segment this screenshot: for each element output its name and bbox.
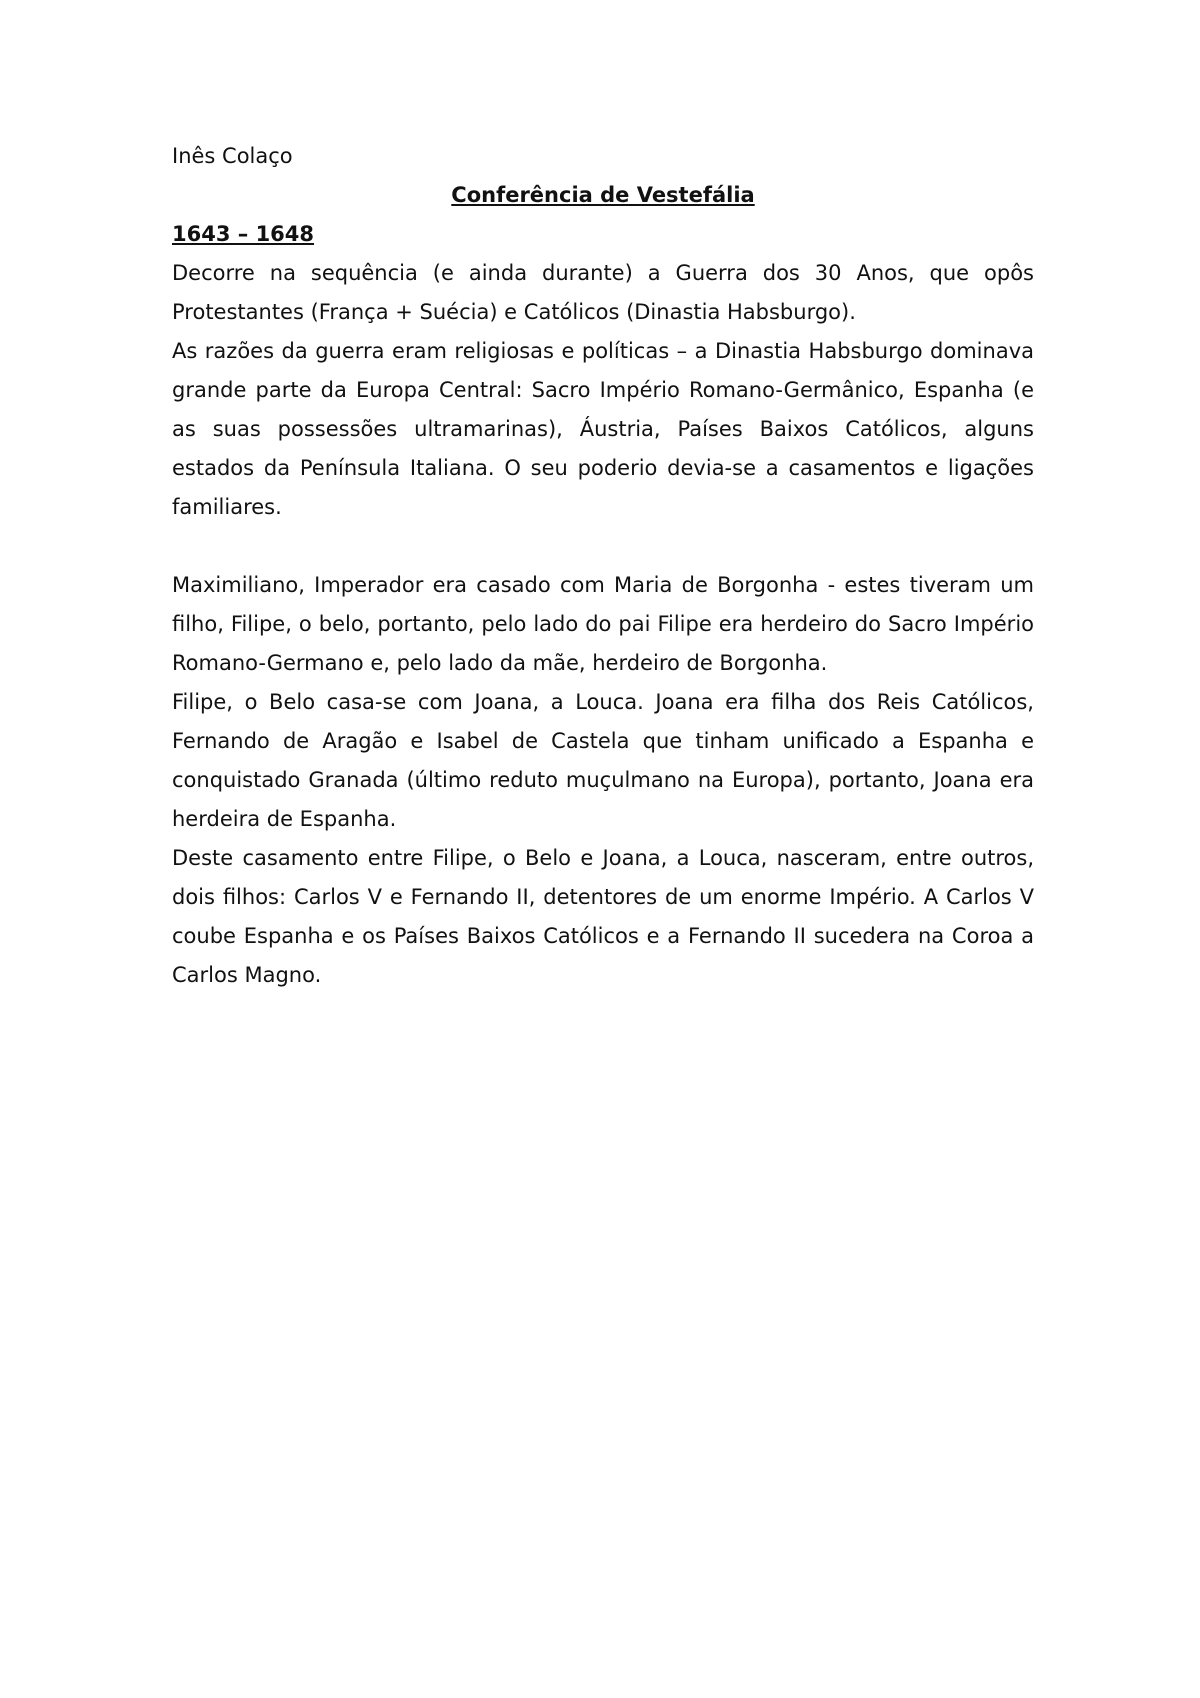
- paragraph: Decorre na sequência (e ainda durante) a Guerra dos 30 Anos, que opôs Protestantes (França + Suécia) e Católicos (Dinastia Habsburgo).: [172, 261, 1034, 324]
- document-title: Conferência de Vestefália: [451, 183, 755, 207]
- author-name: Inês Colaço: [172, 144, 293, 168]
- paragraph: As razões da guerra eram religiosas e políticas – a Dinastia Habsburgo dominava grande parte da Europa Central: Sacro Império Romano-Germânico, Espanha (e as suas possessões ultramarinas), Áustria, Países Baixos Católicos, alguns estados da Península Italiana. O seu poderio devia-se a casamentos e ligações familiares.: [172, 339, 1034, 519]
- paragraph-spacer: [172, 527, 1034, 566]
- paragraph: Filipe, o Belo casa-se com Joana, a Louca. Joana era filha dos Reis Católicos, Fernando de Aragão e Isabel de Castela que tinham unificado a Espanha e conquistado Granada (último reduto muçulmano na Europa), portanto, Joana era herdeira de Espanha.: [172, 690, 1034, 831]
- document-page: [172, 137, 1034, 995]
- paragraph: Maximiliano, Imperador era casado com Maria de Borgonha - estes tiveram um filho, Filipe, o belo, portanto, pelo lado do pai Filipe era herdeiro do Sacro Império Romano-Germano e, pelo lado da mãe, herdeiro de Borgonha.: [172, 573, 1034, 675]
- date-range: 1643 – 1648: [172, 222, 315, 246]
- paragraph: Deste casamento entre Filipe, o Belo e Joana, a Louca, nasceram, entre outros, dois filhos: Carlos V e Fernando II, detentores de um enorme Império. A Carlos V coube Espanha e os Países Baixos Católicos e a Fernando II sucedera na Coroa a Carlos Magno.: [172, 846, 1034, 987]
